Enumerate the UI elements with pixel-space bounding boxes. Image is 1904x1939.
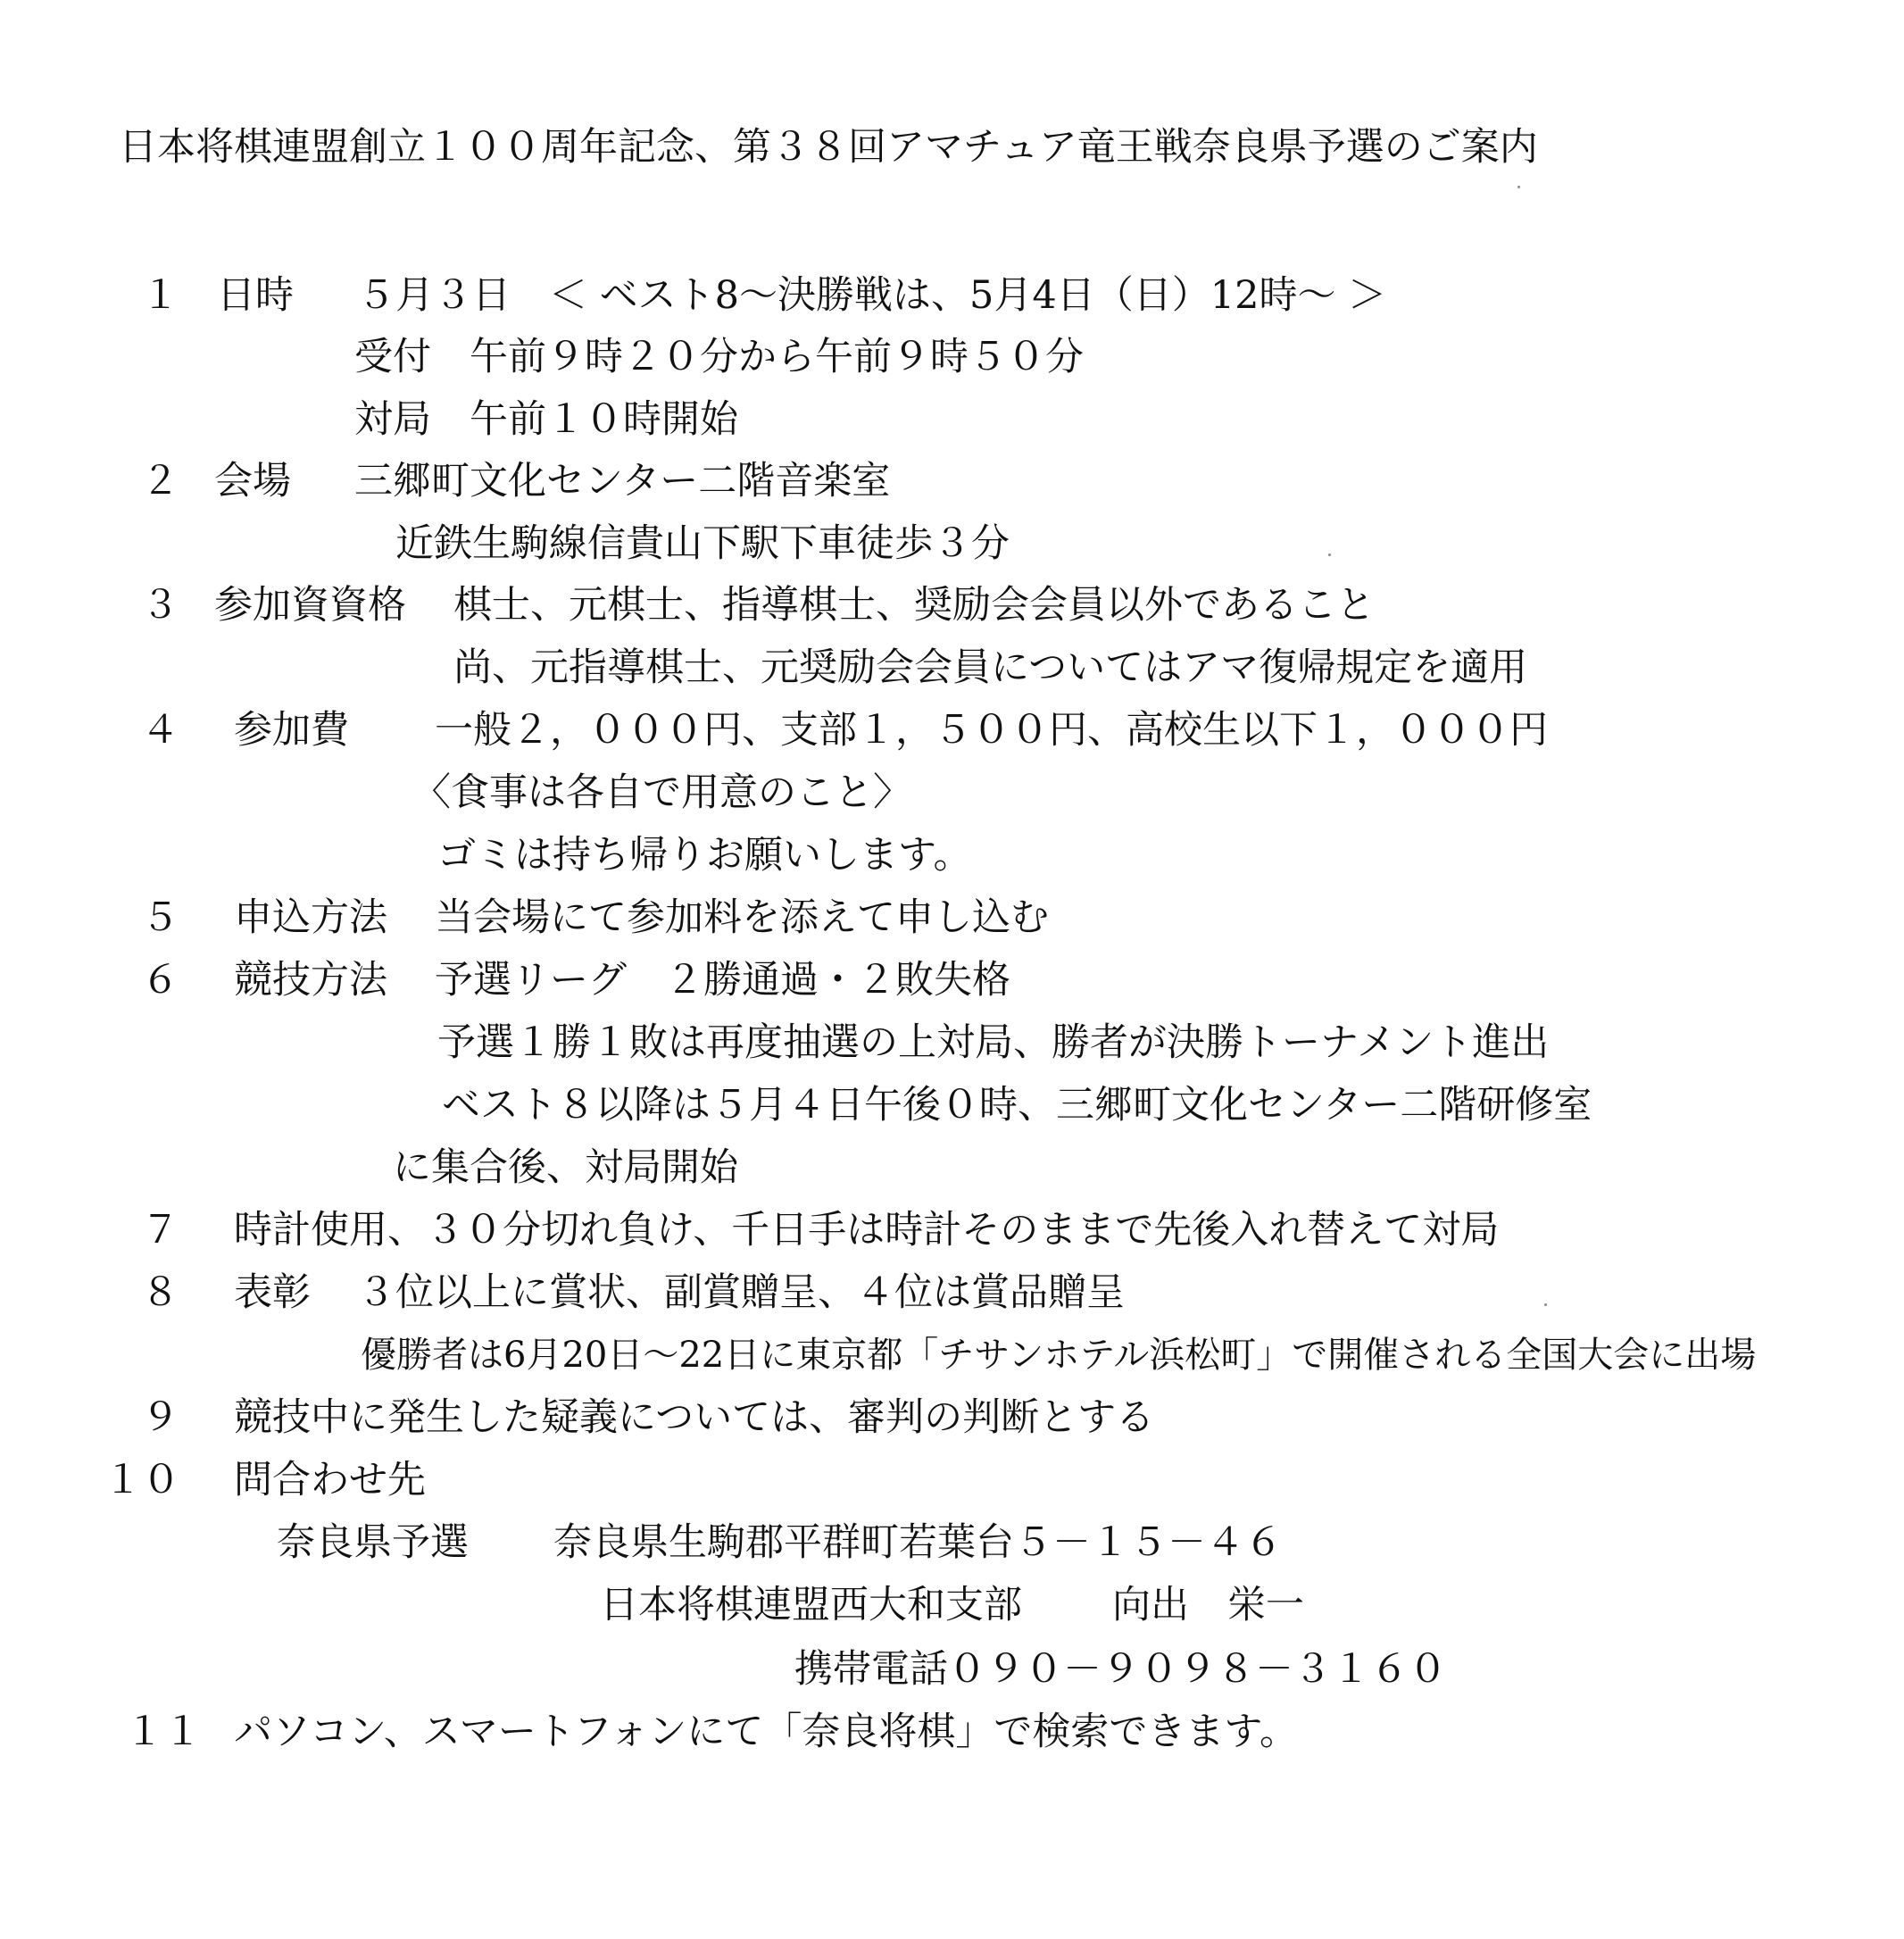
item-8-label: 表彰 [234, 1270, 311, 1315]
item-10-phone: 携帯電話０９０－９０９８－３１６０ [794, 1647, 1447, 1692]
scan-speck [1517, 186, 1520, 188]
item-1-label: 日時 [217, 273, 294, 318]
item-8-value: ３位以上に賞状、副賞贈呈、４位は賞品贈呈 [357, 1270, 1125, 1315]
item-6-line3: ベスト８以降は５月４日午後０時、三郷町文化センター二階研修室 [442, 1083, 1592, 1128]
item-6-line2: 予選１勝１敗は再度抽選の上対局、勝者が決勝トーナメント進出 [437, 1020, 1550, 1065]
item-6-value: 予選リーグ ２勝通過・２敗失格 [435, 958, 1010, 1003]
item-6-label: 競技方法 [234, 958, 387, 1003]
item-7-value: 時計使用、３０分切れ負け、千日手は時計そのままで先後入れ替えて対局 [234, 1208, 1500, 1252]
item-9-number: ９ [141, 1395, 179, 1440]
item-10-branch: 日本将棋連盟西大和支部 [600, 1583, 1022, 1627]
item-8-number: ８ [141, 1270, 179, 1315]
item-4-note-meal: 〈食事は各自で用意のこと〉 [412, 770, 911, 815]
item-2-value: 三郷町文化センター二階音楽室 [354, 459, 891, 503]
item-1-number: １ [141, 273, 179, 318]
item-5-value: 当会場にて参加料を添えて申し込む [435, 895, 1049, 940]
item-8-line2: 優勝者は6月20日～22日に東京都「チサンホテル浜松町」で開催される全国大会に出場 [361, 1335, 1757, 1376]
item-2-access: 近鉄生駒線信貴山下駅下車徒歩３分 [395, 521, 1010, 566]
item-7-number: ７ [141, 1208, 179, 1252]
item-2-number: ２ [141, 459, 179, 503]
item-6-line4: に集合後、対局開始 [393, 1145, 738, 1190]
item-10-org-label: 奈良県予選 [277, 1520, 469, 1565]
item-3-label: 参加資資格 [214, 583, 406, 628]
item-1-start: 対局 午前１０時開始 [354, 397, 738, 442]
page-title: 日本将棋連盟創立１００周年記念、第３８回アマチュア竜王戦奈良県予選のご案内 [119, 125, 1538, 170]
item-9-value: 競技中に発生した疑義については、審判の判断とする [234, 1395, 1155, 1440]
item-11-value: パソコン、スマートフォンにて「奈良将棋」で検索できます。 [234, 1710, 1298, 1754]
item-10-address: 奈良県生駒郡平群町若葉台５－１５－４６ [553, 1520, 1283, 1565]
item-4-value: 一般２，０００円、支部１，５００円、高校生以下１，０００円 [435, 708, 1548, 753]
item-4-label: 参加費 [234, 708, 349, 753]
item-3-number: ３ [141, 583, 179, 628]
item-5-label: 申込方法 [234, 895, 387, 940]
item-10-person: 向出 栄一 [1112, 1583, 1304, 1627]
item-10-label: 問合わせ先 [234, 1458, 426, 1502]
item-1-reception: 受付 午前９時２０分から午前９時５０分 [354, 335, 1084, 379]
item-5-number: ５ [141, 895, 179, 940]
item-4-number: ４ [141, 708, 179, 753]
item-11-number: １１ [125, 1710, 202, 1754]
item-4-note-trash: ゴミは持ち帰りお願いします。 [437, 833, 972, 878]
item-6-number: ６ [141, 958, 179, 1003]
item-3-value: 棋士、元棋士、指導棋士、奨励会会員以外であること [453, 583, 1375, 628]
item-10-number: １０ [104, 1458, 180, 1502]
item-1-value: ５月３日 ＜ ベスト8～決勝戦は、5月4日（日）12時～ ＞ [357, 273, 1387, 318]
item-2-label: 会場 [214, 459, 291, 503]
scan-speck [1544, 1303, 1547, 1306]
item-3-note: 尚、元指導棋士、元奨励会会員についてはアマ復帰規定を適用 [453, 645, 1528, 690]
scan-speck [1328, 553, 1331, 556]
